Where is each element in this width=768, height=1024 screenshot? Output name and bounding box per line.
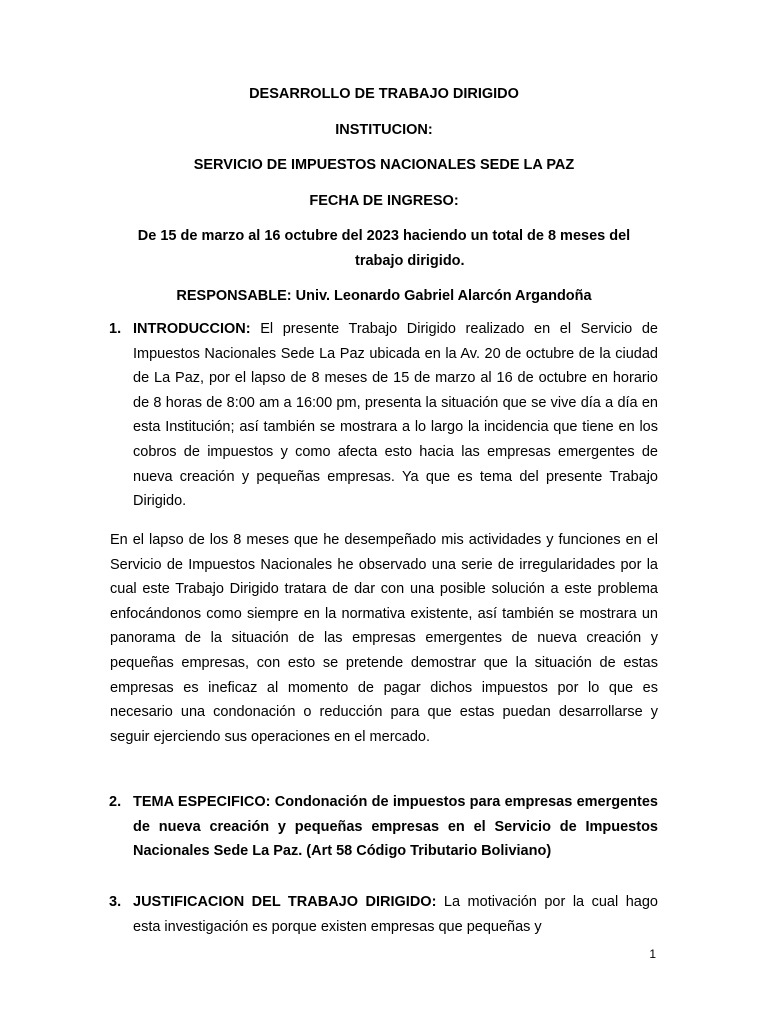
body-paragraph: En el lapso de los 8 meses que he desempeñado mis actividades y funciones en el Servicio de Impuestos Nacionales he observado una serie de irregularidades por la cual este Trabajo Dirigido tratara de dar con una posible solución a este problema enfocándonos como siempre en la normativa existente, así también se mostrara un panorama de la situación de las empresas emergentes de nueva creación y pequeñas empresas, con esto se pretende demostrar que la situación de estas empresas es ineficaz al momento de pagar dichos impuestos por lo que es necesario una condonación o reducción para que estas puedan desarrollarse y seguir ejerciendo sus operaciones en el mercado.: [110, 532, 658, 745]
section-3-paragraph: [133, 890, 658, 939]
section-2-number: 2.: [109, 794, 122, 810]
date-line-1: De 15 de marzo al 16 octubre del 2023 haciendo un total de 8 meses del: [137, 228, 631, 244]
section-1-number: 1.: [109, 321, 122, 337]
section-3-text: La motivación por la cual hago esta investigación es porque existen empresas que pequeñas y: [133, 894, 658, 935]
section-1-title: INTRODUCCION:: [133, 321, 251, 337]
section-1-paragraph: [133, 317, 658, 514]
section-3-number: 3.: [109, 894, 122, 910]
section-2-text: Condonación de impuestos para empresas emergentes de nueva creación y pequeñas empresas en el Servicio de Impuestos Nacionales Sede La Paz. (Art 58 Código Tributario Boliviano): [133, 794, 658, 860]
institution-name: SERVICIO DE IMPUESTOS NACIONALES SEDE LA PAZ: [193, 157, 575, 173]
section-3-title: JUSTIFICACION DEL TRABAJO DIRIGIDO:: [133, 894, 437, 910]
date-label: FECHA DE INGRESO:: [309, 193, 459, 209]
section-2-title: TEMA ESPECIFICO:: [133, 794, 271, 810]
responsible-line: RESPONSABLE: Univ. Leonardo Gabriel Alarcón Argandoña: [176, 288, 592, 304]
section-1-text: El presente Trabajo Dirigido realizado en el Servicio de Impuestos Nacionales Sede La Paz ubicada en la Av. 20 de octubre de la ciudad de La Paz, por el lapso de 8 meses de 15 de marzo al 16 de octubre en horario de 8 horas de 8:00 am a 16:00 pm, presenta la situación que se vive día a día en esta Institución; así también se mostrara a lo largo la incidencia que tiene en los cobros de impuestos y como afecta esto hacia las empresas emergentes de nueva creación y pequeñas empresas. Ya que es tema del presente Trabajo Dirigido.: [133, 321, 658, 510]
date-line-2: trabajo dirigido.: [355, 253, 465, 269]
institution-label: INSTITUCION:: [335, 122, 433, 138]
page-number: 1: [649, 947, 656, 961]
section-2-paragraph: [133, 790, 658, 864]
document-title: DESARROLLO DE TRABAJO DIRIGIDO: [249, 86, 519, 102]
